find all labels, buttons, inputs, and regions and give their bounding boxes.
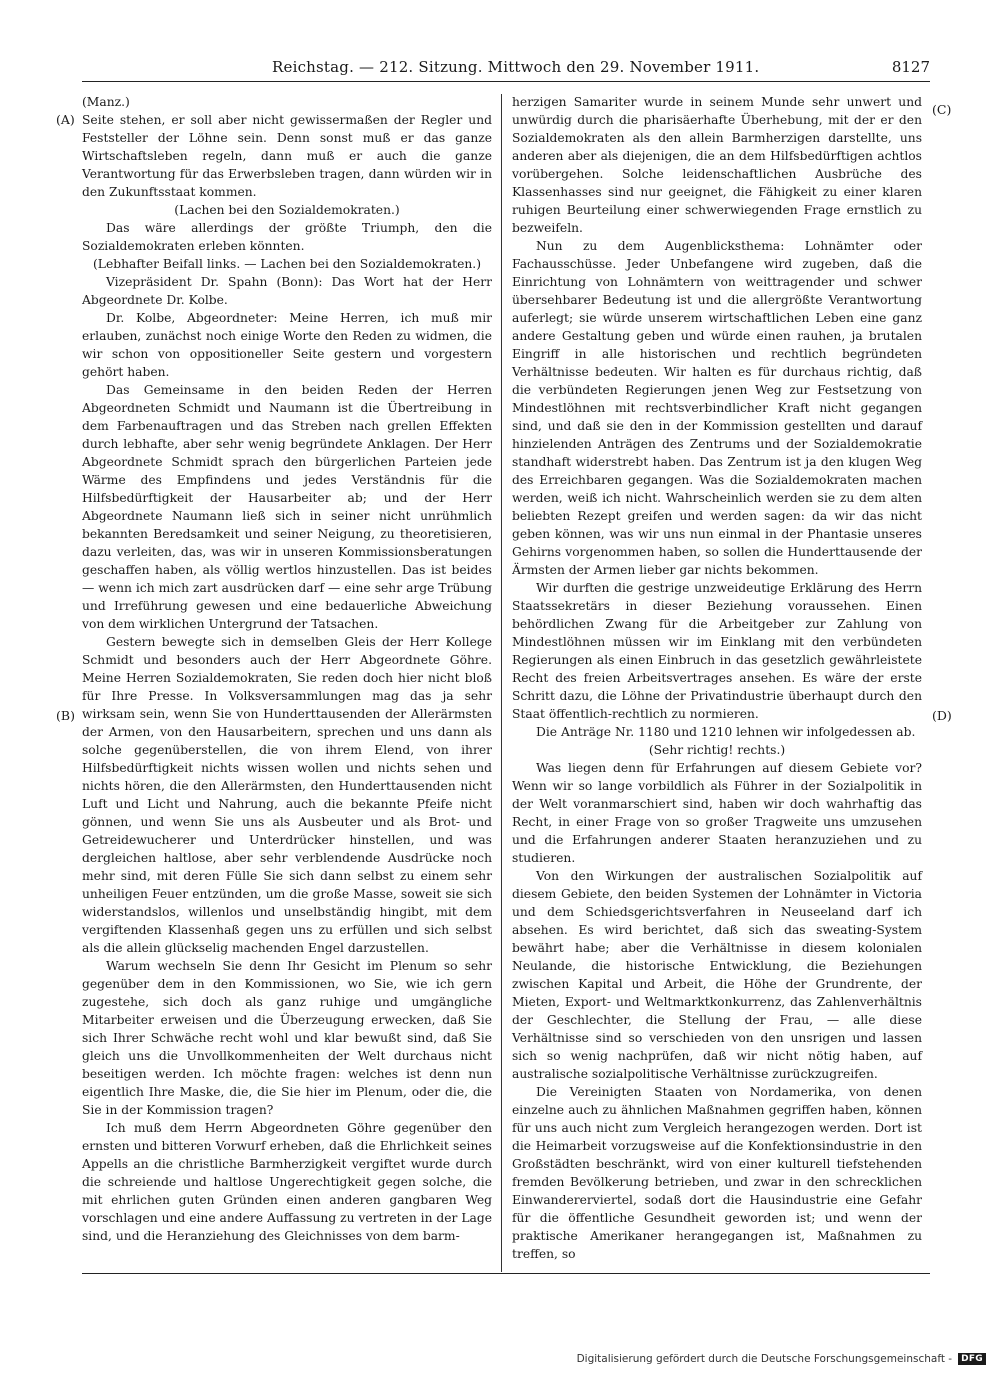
paragraph: Das Gemeinsame in den beiden Reden der Herren Abgeordneten Schmidt und Naumann ist die Übertreibung in dem Farbenauftragen und das Streben nach grellen Effekten durch lebhafte, aber sehr wenig begründete Anklagen. Der Herr Abgeordnete Schmidt sprach den bürgerlichen Parteien jede Wärme des Empfindens und jedes Verständnis für die Hilfsbedürftigkeit der Hausarbeiter ab; und der Herr Abgeordnete Naumann ließ sich in seiner nicht unrühmlich bekannten Beredsamkeit und seiner Neigung, zu theoretisieren, dazu verleiten, das, was wir in unseren Kommissionsberatungen geschaffen haben, als völlig wertlos hinzustellen. Das ist beides — wenn ich mich zart ausdrücken darf — eine sehr arge Trübung und Irreführung gewesen und eine bedauerliche Abweichung von dem wirklichen Untergrund der Tatsachen. xyxy=(82,383,492,631)
column-divider xyxy=(501,94,502,1272)
header-title: Reichstag. — 212. Sitzung. Mittwoch den 29. November 1911. xyxy=(272,58,760,76)
right-column xyxy=(512,93,922,1263)
paragraph: Von den Wirkungen der australischen Sozialpolitik auf diesem Gebiete, den beiden Systemen der Lohnämter in Victoria und dem Schiedsgerichtsverfahren in Neuseeland darf ich absehen. Es wird berichtet, daß sich das sweating-System bewährt habe; aber die Verhältnisse in diesem kolonialen Neulande, die historische Entwicklung, die Beziehungen zwischen Kapital und Arbeit, die Höhe der Grundrente, der Mieten, Export- und Weltmarktkonkurrenz, das Zahlenverhältnis der Geschlechter, die Stellung der Frau, — alle diese Verhältnisse sind so verschieden von den unsrigen und lassen sich so wenig nachprüfen, daß wir nicht nötig haben, auf australische sozialpolitische Verhältnisse zurückzugreifen. xyxy=(512,869,922,1081)
digitization-credit xyxy=(577,1353,986,1365)
paragraph: Wir durften die gestrige unzweideutige Erklärung des Herrn Staatssekretärs in dieser Beziehung voraussehen. Einen behördlichen Zwang für die Arbeitgeber zur Zahlung von Mindestlöhnen müssen wir im Einklang mit den verbündeten Regierungen als einen Einbruch in das gesetzlich gewährleistete Recht des freien Arbeitsvertrages ansehen. Es wäre der erste Schritt dazu, die Löhne der Privatindustrie überhaupt durch den Staat öffentlich-rechtlich zu normieren. xyxy=(512,581,922,721)
paragraph: (Sehr richtig! rechts.) xyxy=(648,743,786,757)
paragraph: (Manz.) xyxy=(82,95,130,109)
paragraph: Die Anträge Nr. 1180 und 1210 lehnen wir infolgedessen ab. xyxy=(536,725,916,739)
paragraph: Nun zu dem Augenblicksthema: Lohnämter oder Fachausschüsse. Jeder Unbefangene wird zugeben, daß die Einrichtung von Lohnämtern von weittragender und schwer übersehbarer Bedeutung ist und die allergrößte Verantwortung auferlegt; sie würde unserem wirtschaftlichen Leben eine ganz andere Gestaltung geben und würde einen rauhen, ja brutalen Eingriff in alle historischen und rechtlich begründeten Verhältnisse bedeuten. Wir halten es für durchaus richtig, daß die verbündeten Regierungen jenen Weg zur Festsetzung von Mindestlöhnen mit rechtsverbindlicher Kraft nicht gegangen sind, und daß sie den in der Kommission gestellten und darauf hinzielenden Anträgen des Zentrums und der Sozialdemokratie standhaft widerstrebt haben. Das Zentrum ist ja den klugen Weg des Erreichbaren gegangen. Was die Sozialdemokraten machen werden, weiß ich nicht. Wahrscheinlich werden sie zu dem alten beliebten Rezept greifen und werden sagen: da wir das nicht geben können, was wir uns nun einmal in der Phantasie unseres Gehirns vorgenommen haben, so sollen die Hunderttausende der Ärmsten der Armen lieber gar nichts bekommen. xyxy=(512,239,922,577)
paragraph: Ich muß dem Herrn Abgeordneten Göhre gegenüber den ernsten und bitteren Vorwurf erheben, daß die Ehrlichkeit seines Appells an die christliche Barmherzigkeit vergiftet wurde durch die schreiende und haltlose Ungerechtigkeit gegen solche, die mit ehrlichen guten Gründen einen anderen gangbaren Weg vorschlagen und eine andere Auffassung zu vertreten in der Lage sind, und die Heranziehung des Gleichnisses von dem barm- xyxy=(82,1121,492,1243)
paragraph: Was liegen denn für Erfahrungen auf diesem Gebiete vor? Wenn wir so lange vorbildlich als Führer in der Sozialpolitik in der Welt voranmarschiert sind, haben wir doch wahrhaftig das Recht, in einer Frage von so großer Tragweite uns umzusehen und die Erfahrungen anderer Staaten heranzuziehen und zu studieren. xyxy=(512,761,922,865)
page-header xyxy=(82,58,930,80)
paragraph: Das wäre allerdings der größte Triumph, den die Sozialdemokraten erleben könnten. xyxy=(82,221,492,253)
paragraph: Warum wechseln Sie denn Ihr Gesicht im Plenum so sehr gegenüber dem in den Kommissionen, wo Sie, wie ich gern zugestehe, sich doch als ganz ruhige und umgängliche Mitarbeiter erweisen und die Überzeugung erwecken, daß Sie sich Ihrer Schwäche recht wohl und klar bewußt sind, daß Sie gleich uns die Unvollkommenheiten der Welt durchaus nicht beseitigen werden. Ich möchte fragen: welches ist denn nun eigentlich Ihre Maske, die, die Sie hier im Plenum, oder die, die Sie in der Kommission tragen? xyxy=(82,959,492,1117)
left-column xyxy=(82,93,492,1245)
margin-label-c: (C) xyxy=(932,102,952,117)
paragraph: Seite stehen, er soll aber nicht gewissermaßen der Regler und Feststeller der Löhne sein. Denn sonst muß er das ganze Wirtschaftsleben regeln, dann muß er auch die ganze Verantwortung für das Erwerbsleben tragen, dann würden wir in den Zukunftsstaat kommen. xyxy=(82,113,492,199)
paragraph: Die Vereinigten Staaten von Nordamerika, von denen einzelne auch zu ähnlichen Maßnahmen gegriffen haben, können für uns auch nicht zum Vergleich herangezogen werden. Dort ist die Heimarbeit vorzugsweise auf die Konfektionsindustrie in den Großstädten beschränkt, wird von einer kulturell tiefstehenden fremden Bevölkerung betrieben, und zwar in den schrecklichen Einwandererviertel, sodaß dort die Hausindustrie eine Gefahr für die öffentliche Gesundheit geworden ist; und wenn der praktische Amerikaner herangegangen ist, Maßnahmen zu treffen, so xyxy=(512,1085,922,1261)
paragraph: Vizepräsident Dr. Spahn (Bonn): Das Wort hat der Herr Abgeordnete Dr. Kolbe. xyxy=(82,275,492,307)
paragraph: (Lachen bei den Sozialdemokraten.) xyxy=(174,203,400,217)
margin-label-a: (A) xyxy=(56,112,75,127)
header-rule xyxy=(82,81,930,82)
footer-rule xyxy=(82,1273,930,1274)
paragraph: (Lebhafter Beifall links. — Lachen bei den Sozialdemokraten.) xyxy=(93,257,481,271)
paragraph: herzigen Samariter wurde in seinem Munde sehr unwert und unwürdig durch die pharisäerhafte Überhebung, mit der er den Sozialdemokraten als den allein Barmherzigen darstellte, uns anderen aber als diejenigen, die an dem Hilfsbedürftigen achtlos vorübergehen. Solche leidenschaftlichen Ausbrüche des Klassenhasses sind nur geeignet, die Fähigkeit zu einer klaren ruhigen Beurteilung einer schwerwiegenden Frage ernstlich zu bezweifeln. xyxy=(512,95,922,235)
credit-text: Digitalisierung gefördert durch die Deutsche Forschungsgemeinschaft - xyxy=(576,1353,953,1365)
margin-label-b: (B) xyxy=(56,708,75,723)
page-number: 8127 xyxy=(891,58,930,76)
margin-label-d: (D) xyxy=(932,708,952,723)
dfg-logo: DFG xyxy=(958,1353,986,1365)
paragraph: Dr. Kolbe, Abgeordneter: Meine Herren, ich muß mir erlauben, zunächst noch einige Worte den Reden zu widmen, die wir schon von oppositioneller Seite gestern und vorgestern gehört haben. xyxy=(82,311,492,379)
paragraph: Gestern bewegte sich in demselben Gleis der Herr Kollege Schmidt und besonders auch der Herr Abgeordnete Göhre. Meine Herren Sozialdemokraten, Sie reden doch hier nicht bloß für Ihre Presse. In Volksversammlungen mag das ja sehr wirksam sein, wenn Sie von Hunderttausenden der Allerärmsten der Armen, von den Hausarbeitern, sprechen und uns dann als solche gegenüberstellen, die von ihrem Elend, von ihrer Hilfsbedürftigkeit nichts wissen wollen und nichts sehen und nichts hören, die den Allerärmsten, den Hunderttausenden nicht Luft und Licht und Nahrung, auch die bekannte Pfeife nicht gönnen, und wenn Sie uns als Ausbeuter und als Brot- und Getreidewucherer und Unterdrücker hinstellen, und was dergleichen haltlose, aber sehr verblendende Ausdrücke noch mehr sind, mit deren Fülle Sie sich dann selbst zu einem sehr unheiligen Feuer entzünden, um die große Masse, soweit sie sich widerstandslos, willenlos und unselbständig hingibt, mit dem vergiftenden Klassenhaß gegen uns zu erfüllen und sich selbst als die allein glückselig machenden Engel darzustellen. xyxy=(82,635,492,955)
